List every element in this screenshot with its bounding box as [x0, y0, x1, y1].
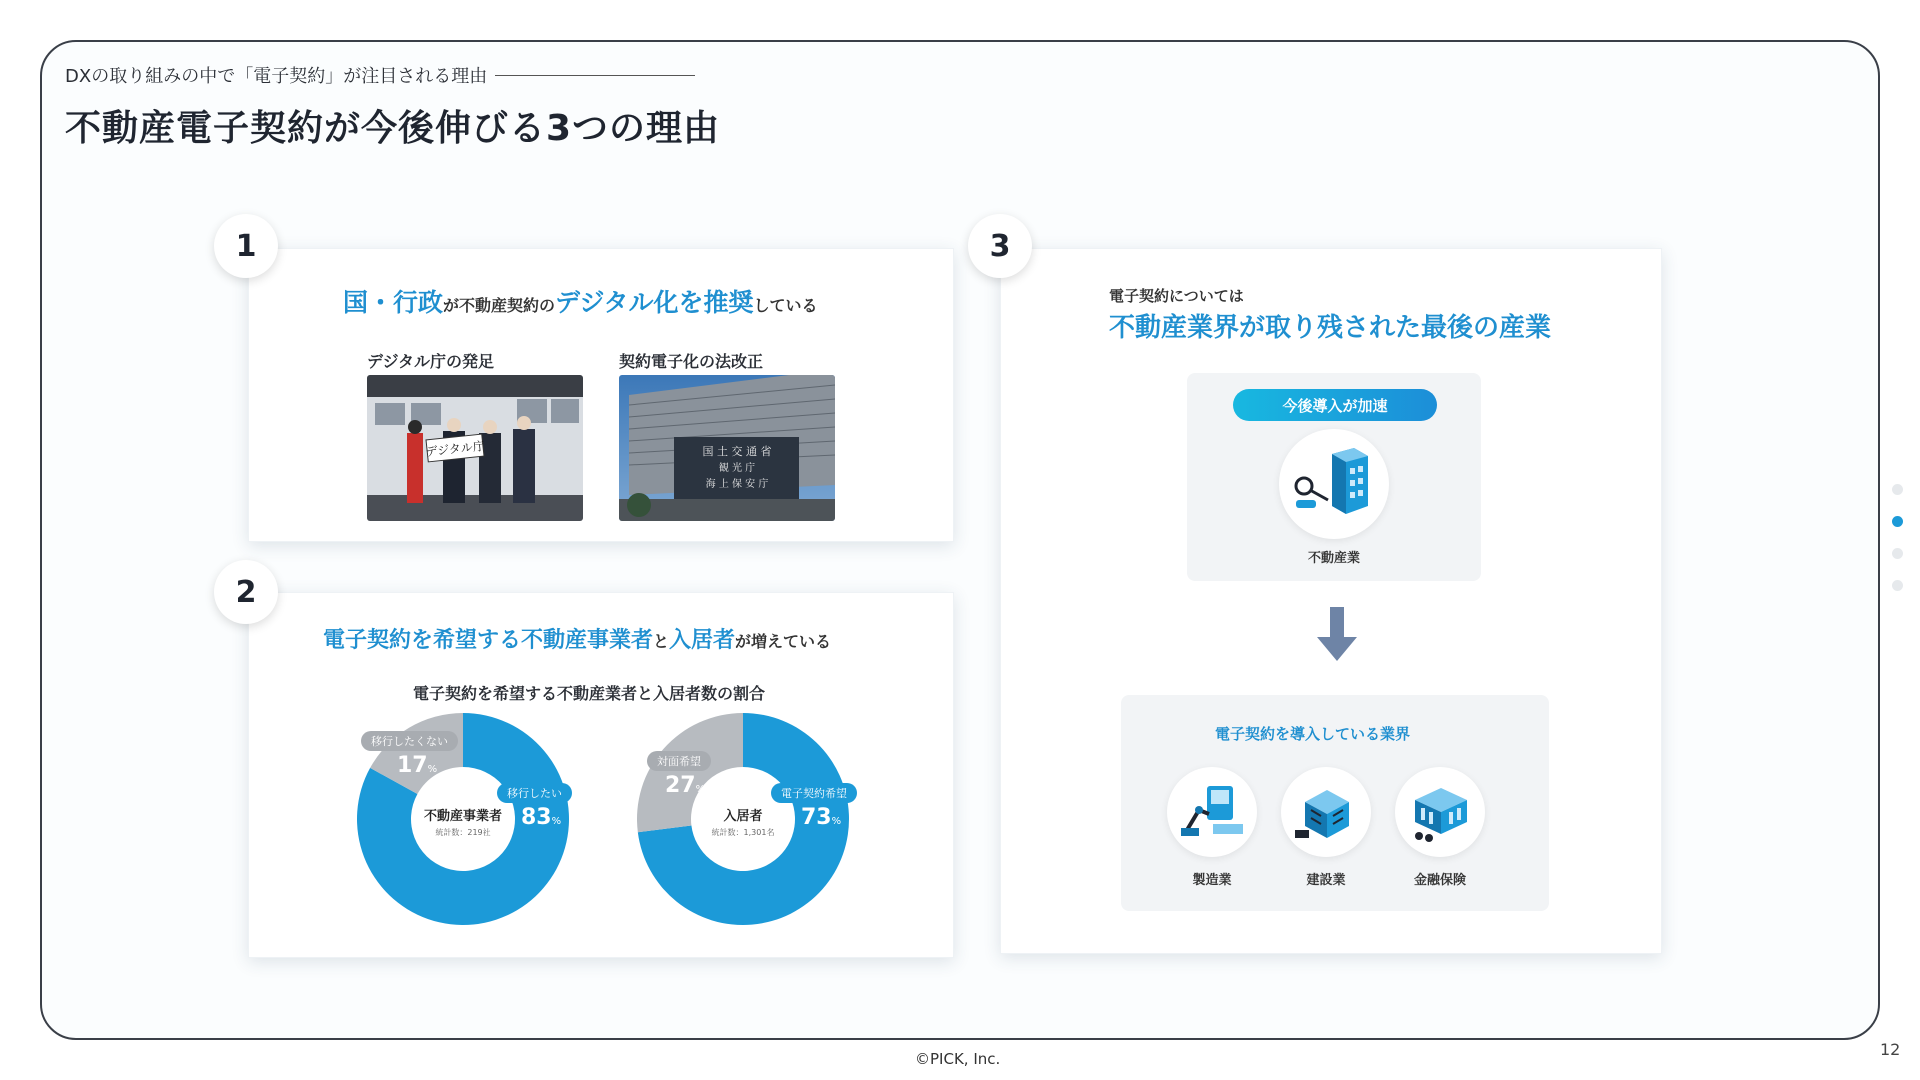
donut-a-slice-label-no: 移行したくない [361, 731, 458, 751]
manufacturing-label: 製造業 [1192, 873, 1232, 888]
photo-digital-agency [367, 375, 583, 521]
acceleration-badge: 今後導入が加速 [1233, 389, 1437, 421]
page-dot-1[interactable] [1892, 484, 1903, 495]
arrow-down-icon [1317, 607, 1357, 663]
page-title: 不動産電子契約が今後伸びる3つの理由 [65, 108, 721, 149]
factory-robot-icon [1177, 780, 1247, 844]
chart-title: 電子契約を希望する不動産業者と入居者数の割合 [413, 684, 766, 703]
donut-b-slice-value-no [665, 773, 705, 798]
card3-heading: 不動産業界が取り残された最後の産業 [1109, 313, 1552, 343]
mlit-sign-line2: 観 光 庁 [718, 463, 756, 474]
page-indicator [1892, 484, 1903, 612]
donut-a-unit-yes: % [551, 816, 562, 827]
bank-building-icon [1405, 780, 1475, 844]
card1-heading-small-1: が不動産契約の [443, 296, 556, 315]
card2-heading-blue-2: 入居者 [669, 628, 736, 653]
donut-a-center [408, 805, 518, 838]
page-dot-3[interactable] [1892, 548, 1903, 559]
eyebrow [65, 62, 695, 88]
reason-number-2: 2 [214, 560, 278, 624]
card2-heading-blue-1: 電子契約を希望する不動産事業者 [323, 628, 654, 653]
copyright: ©PICK, Inc. [915, 1050, 1001, 1068]
card1-heading-blue-2: デジタル化を推奨 [555, 288, 754, 317]
reason-number-1: 1 [214, 214, 278, 278]
finance-circle [1395, 767, 1485, 857]
donut-b-unit-yes: % [831, 816, 842, 827]
construction-circle [1281, 767, 1371, 857]
eyebrow-text: DXの取り組みの中で「電子契約」が注目される理由 [65, 66, 488, 87]
photo1-label: デジタル庁の発足 [367, 352, 495, 371]
donut-b-slice-label-no: 対面希望 [647, 751, 711, 771]
page-dot-2[interactable] [1892, 516, 1903, 527]
card2-heading-small-1: と [653, 632, 670, 651]
reason-card-2 [248, 592, 954, 958]
donut-b-value-yes: 73 [801, 805, 832, 830]
reason-card-3 [1000, 248, 1662, 954]
donut-b-unit-no: % [695, 784, 706, 795]
page-number: 12 [1880, 1040, 1901, 1059]
card1-heading [343, 283, 818, 319]
industries-panel-title: 電子契約を導入している業界 [1215, 725, 1411, 743]
card2-heading [323, 623, 831, 654]
card2-heading-small-2: が増えている [735, 632, 832, 651]
donut-a-slice-label-yes: 移行したい [497, 783, 572, 803]
donut-a-slice-value-yes [521, 805, 561, 830]
building-key-icon [1288, 444, 1380, 524]
eyebrow-rule [495, 75, 695, 76]
card1-heading-small-2: している [753, 296, 818, 315]
donut-a-value-yes: 83 [521, 805, 552, 830]
photo2-label: 契約電子化の法改正 [619, 352, 764, 371]
photo-mlit-building [619, 375, 835, 521]
real-estate-circle [1279, 429, 1389, 539]
manufacturing-circle [1167, 767, 1257, 857]
card1-heading-blue-1: 国・行政 [343, 288, 444, 317]
card3-intro: 電子契約については [1109, 287, 1244, 305]
mlit-sign-line3: 海 上 保 安 庁 [705, 479, 769, 490]
mlit-building-photo-image [619, 375, 835, 521]
donut-a-center-sub: 統計数：219社 [435, 828, 491, 837]
finance-label: 金融保険 [1413, 873, 1466, 888]
donut-a-value-no: 17 [397, 753, 428, 778]
donut-b-center [688, 805, 798, 838]
digital-agency-sign: デジタル庁 [424, 438, 486, 460]
page-dot-4[interactable] [1892, 580, 1903, 591]
reason-number-3: 3 [968, 214, 1032, 278]
donut-b-slice-value-yes [801, 805, 841, 830]
donut-b-value-no: 27 [665, 773, 696, 798]
donut-a-center-label: 不動産事業者 [423, 809, 502, 824]
donut-a-unit-no: % [427, 764, 438, 775]
digital-agency-photo-image [367, 375, 583, 521]
donut-a-slice-value-no [397, 753, 437, 778]
real-estate-label: 不動産業 [1307, 551, 1360, 566]
reason-card-1 [248, 248, 954, 542]
construction-label: 建設業 [1306, 873, 1346, 888]
donut-b-center-sub: 統計数：1,301名 [711, 828, 775, 837]
construction-building-icon [1291, 780, 1361, 844]
donut-b-slice-label-yes: 電子契約希望 [771, 783, 857, 803]
donut-b-center-label: 入居者 [723, 809, 763, 824]
mlit-sign-line1: 国 土 交 通 省 [702, 445, 772, 458]
